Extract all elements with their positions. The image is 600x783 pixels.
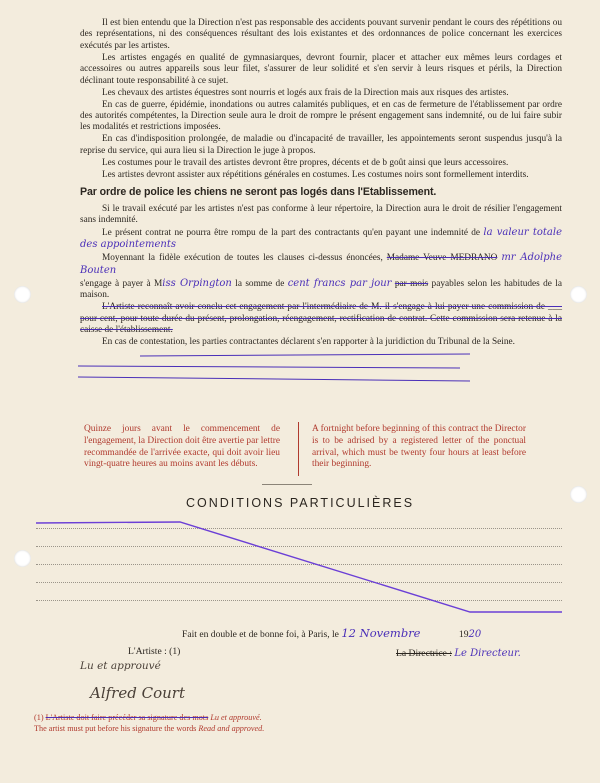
directrice-block: La Directrice : Le Directeur. <box>396 648 521 659</box>
paragraph: Si le travail exécuté par les artistes n'est pas conforme à leur répertoire, la Direction aura le droit de résilier l'engagement sans indemnité. <box>80 203 562 226</box>
paragraph: En cas d'indisposition prolongée, de maladie ou d'incapacité de travailler, les appointements seront suspendus jusqu'à la reprise du service, qui aura lieu si la Direction le juge à propos. <box>80 134 562 156</box>
year-handwriting: 20 <box>468 629 482 640</box>
artist-signature: Alfred Court <box>90 684 185 702</box>
struck-name: Madame Veuve MEDRANO <box>386 253 498 264</box>
lu-approuve-handwriting: Lu et approuvé <box>80 660 161 672</box>
struck-par-mois: par mois <box>394 278 429 289</box>
notice-french: Quinze jours avant le commencement de l'engagement, la Direction doit être avertie par lettre recommandée de l'arrivée exacte, qui doit avoir lieu vingt-quatre heures au moins avant les débuts. <box>84 424 280 470</box>
paragraph: Les artistes engagés en qualité de gymnasiarques, devront fournir, placer et attacher eux mêmes leurs cordages et accessoires ou autres appareils sous leur filet, s'assurer de leur solidité et s'en servir à leurs risques et périls, la Direction déclinant toute responsabilité à ce sujet. <box>80 52 562 86</box>
footnote: (1) L'Artiste doit faire précéder sa signature des mots Lu et approuvé. The artist must put before his signature the words Read and approved. <box>34 713 265 733</box>
paragraph: Il est bien entendu que la Direction n'est pas responsable des accidents pouvant survenir pendant le cours des répétitions ou des représentations, ni des conséquences résultant des lois existantes et des ordonnances de police concernant les exercices exécutés par les artistes. <box>80 18 562 51</box>
indemnity-handwriting: la valeur totale des appointements <box>80 227 562 251</box>
paragraph: En cas de guerre, épidémie, inondations ou autres calamités publiques, et en cas de fermeture de l'établissement par ordre des autorités compétentes, la Direction seule aura le droit de rompre le présent engagement sans indemnité, ou de lui faire subir les modalités et restrictions imposées. <box>80 99 562 133</box>
paragraph: Les costumes pour le travail des artistes devront être propres, décents et de b goût ainsi que leurs accessoires. <box>102 157 509 168</box>
fee-handwriting: cent francs par jour <box>287 277 392 289</box>
paragraph: En cas de contestation, les parties contractantes déclarent s'en rapporter à la juridiction du Tribunal de la Seine. <box>102 337 515 348</box>
director-handwriting: mr Adolphe Bouten <box>80 252 563 276</box>
contract-line-2: Moyennant la fidèle exécution de toutes les clauses ci-dessus énoncées, Madame Veuve MEDRANO mr Adolphe Bouten <box>80 252 563 276</box>
contract-line-3: s'engage à payer à Miss Orpington la somme de cent francs par jour par mois payables selon les habitudes de la maison. <box>80 277 562 301</box>
date-handwriting: 12 Novembre <box>341 626 421 640</box>
paragraph: Les chevaux des artistes équestres sont nourris et logés aux frais de la Direction mais aux risques des artistes. <box>102 87 509 98</box>
signing-line: Fait en double et de bonne foi, à Paris, le 12 Novembre 1920 <box>182 626 482 640</box>
notice-english: A fortnight before beginning of this contract the Director is to be adrised by a registered letter of the ponctual arrival, which must be twenty four hours at least before their beginning. <box>312 424 526 470</box>
struck-commission-paragraph: L'Artiste reconnaît avoir conclu cet engagement par l'intermédiaire de M. il s'engage à lui payer une commission de ___ pour cent, pour toute durée du présent, prolongation, réengagement, rectification de contrat. Cette commission sera retenue à la caisse de l'établissement. <box>80 302 562 336</box>
paragraph: Les artistes devront assister aux répétitions générales en costumes. Les costumes noirs sont formellement interdits. <box>102 169 529 180</box>
contract-line-1: Le présent contrat ne pourra être rompu de la part des contractants qu'en payant une indemnité de la valeur totale des appointements <box>80 227 562 251</box>
conditions-title: CONDITIONS PARTICULIÈRES <box>185 496 415 510</box>
police-heading: Par ordre de police les chiens ne seront pas logés dans l'Etablissement. <box>80 186 437 199</box>
directeur-handwriting: Le Directeur. <box>454 648 521 659</box>
artist-name-handwriting: iss Orpington <box>162 277 232 289</box>
artist-label: L'Artiste : (1) <box>128 646 181 657</box>
